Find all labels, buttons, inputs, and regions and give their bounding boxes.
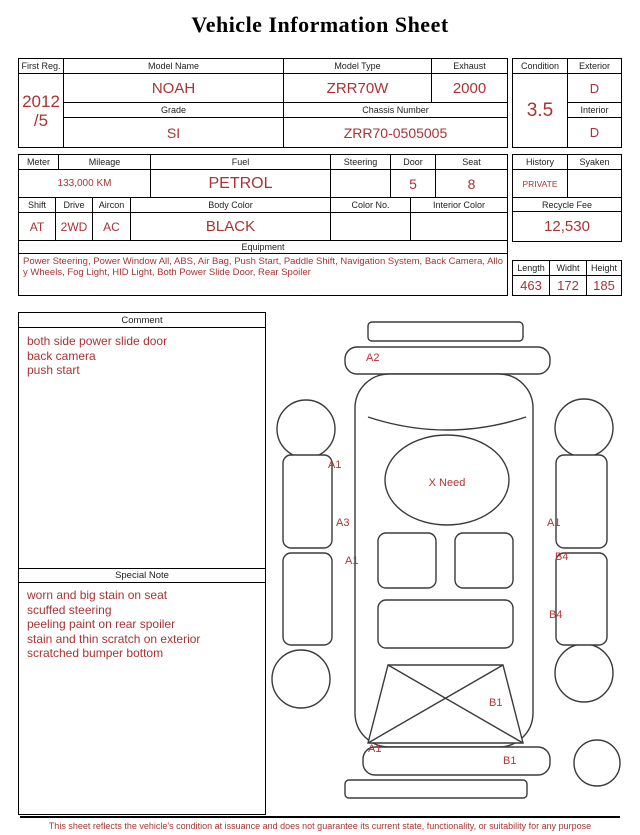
special-note-header: Special Note — [19, 568, 265, 583]
front-seat-right — [455, 533, 513, 588]
exterior-value: D — [568, 74, 621, 103]
door-label: Door — [391, 155, 436, 169]
body-color-value: BLACK — [131, 213, 331, 240]
middle-bench — [378, 600, 513, 648]
special-note-line: peeling paint on rear spoiler — [27, 617, 176, 631]
damage-label-right-panel: B4 — [555, 551, 569, 563]
interior-color-label: Interior Color — [432, 200, 486, 210]
height-label: Height — [590, 263, 617, 273]
special-note-body — [19, 584, 265, 667]
equipment-label: Equipment — [241, 242, 285, 252]
interior-label: Interior — [568, 103, 621, 118]
wheel-front-left — [277, 400, 335, 458]
first-reg-label: First Reg. — [19, 59, 63, 74]
chassis-value: ZRR70-0505005 — [343, 124, 448, 141]
shift-label: Shift — [19, 198, 56, 212]
mileage-label: Mileage — [59, 155, 151, 169]
disclaimer-text: This sheet reflects the vehicle's condition at issuance and does not guarantee its current state, functionality, or suitability for any purpose — [20, 816, 620, 831]
chassis-label: Chassis Number — [362, 105, 429, 115]
damage-label-front-bumper: A2 — [366, 352, 380, 364]
damage-label-left-rear-door: A1 — [345, 555, 359, 567]
first-reg-value — [19, 74, 63, 147]
condition-value: 3.5 — [526, 99, 554, 121]
damage-label-rear-hatch: B1 — [489, 697, 503, 709]
grade-label: Grade — [64, 103, 284, 117]
roof-strip — [368, 322, 523, 341]
model-name-value: NOAH — [64, 74, 284, 102]
comment-line: both side power slide door — [27, 334, 168, 348]
condition-table — [512, 58, 622, 148]
length-label: Length — [513, 261, 550, 275]
wheel-rear-left — [272, 650, 330, 708]
fuel-label: Fuel — [151, 155, 331, 169]
left-side-rear-panel — [283, 553, 332, 645]
special-note-line: scuffed steering — [27, 602, 112, 617]
equipment-value: Power Steering, Power Window All, ABS, Air Bag, Push Start, Paddle Shift, Navigation System, Back Camera, Alloy Wheels, Fog Light, HID Light, Both Power Slide Door, Rear Spoiler — [23, 256, 503, 278]
steering-label: Steering — [331, 155, 391, 169]
damage-label-rear-bumper-right: B1 — [503, 755, 517, 767]
comment-body — [19, 328, 265, 384]
left-side-front-panel — [283, 455, 332, 548]
wheel-rear-right — [555, 644, 613, 702]
comment-line: back camera — [27, 348, 96, 363]
interior-color-value — [411, 213, 507, 240]
special-note-line: scratched bumper bottom — [27, 646, 164, 660]
special-note-line: stain and thin scratch on exterior — [27, 631, 201, 646]
mileage-value: 133,000 KM — [19, 170, 151, 197]
exhaust-value: 2000 — [452, 79, 487, 97]
exterior-label: Exterior — [568, 59, 621, 74]
grade-value: SI — [64, 118, 284, 147]
damage-label-rear-bumper-left: A1 — [368, 743, 382, 755]
syaken-value — [568, 170, 621, 197]
damage-label-left-door: A3 — [336, 517, 350, 529]
aircon-label: Aircon — [93, 198, 131, 212]
exhaust-label: Exhaust — [453, 61, 486, 71]
right-side-front-panel — [556, 455, 607, 548]
dimensions-table — [512, 260, 622, 296]
front-seat-left — [378, 533, 436, 588]
special-note-line: worn and big stain on seat — [27, 588, 168, 602]
meter-label: Meter — [19, 155, 59, 169]
condition-label: Condition — [513, 59, 567, 74]
model-type-value: ZRR70W — [284, 74, 432, 102]
car-diagram — [268, 315, 634, 807]
damage-label-left-front: A1 — [328, 459, 342, 471]
rear-bumper — [363, 747, 550, 775]
door-value: 5 — [391, 170, 436, 197]
width-value: 172 — [550, 276, 587, 295]
recycle-fee-label: Recycle Fee — [541, 199, 593, 210]
width-label: Widht — [550, 261, 587, 275]
aircon-value: AC — [93, 213, 131, 240]
color-no-value — [331, 213, 411, 240]
model-type-label: Model Type — [284, 59, 432, 73]
shift-value: AT — [19, 213, 56, 240]
model-name-label: Model Name — [64, 59, 284, 73]
damage-label-right-door: A1 — [547, 517, 561, 529]
damage-label-right-rear-panel: B4 — [549, 609, 563, 621]
color-no-label: Color No. — [331, 198, 411, 212]
length-value: 463 — [513, 276, 550, 295]
history-table — [512, 154, 622, 242]
registration-table — [18, 58, 508, 148]
recycle-fee-value: 12,530 — [544, 218, 590, 235]
details-table — [18, 154, 508, 296]
history-label: History — [513, 155, 568, 169]
comment-panel — [18, 312, 266, 815]
drive-value: 2WD — [56, 213, 93, 240]
drive-label: Drive — [56, 198, 93, 212]
wheel-front-right — [555, 399, 613, 457]
interior-value: D — [589, 125, 600, 140]
page-title: Vehicle Information Sheet — [191, 12, 449, 37]
spare-wheel — [574, 740, 620, 786]
steering-value — [331, 170, 391, 197]
first-reg-year: 2012 — [22, 91, 60, 111]
body-color-label: Body Color — [131, 198, 331, 212]
height-value: 185 — [593, 278, 615, 293]
comment-header: Comment — [19, 313, 265, 328]
first-reg-month: /5 — [33, 110, 49, 130]
history-value: PRIVATE — [513, 170, 568, 197]
bottom-strip — [345, 780, 527, 798]
seat-label: Seat — [462, 157, 481, 167]
right-side-rear-panel — [556, 553, 607, 645]
comment-line: push start — [27, 363, 80, 377]
syaken-label: Syaken — [579, 157, 610, 167]
x-need-label: X Need — [428, 477, 466, 489]
seat-value: 8 — [467, 175, 476, 192]
fuel-value: PETROL — [151, 170, 331, 197]
